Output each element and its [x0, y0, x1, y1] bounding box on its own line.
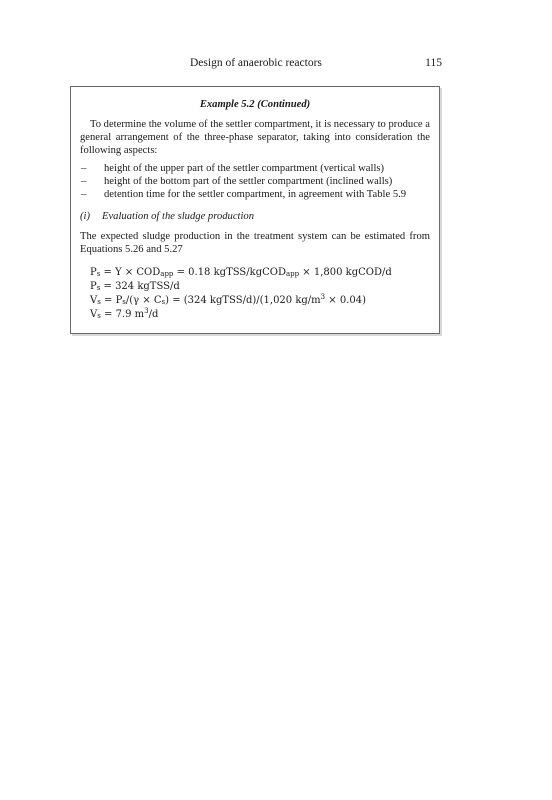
eq-text: = 7.9 m [100, 309, 145, 320]
eq-superscript: 3 [144, 307, 149, 315]
page-number: 115 [425, 57, 442, 69]
example-title-label: Example 5.2 [199, 99, 255, 110]
example-box [70, 86, 440, 334]
list-item-text: height of the upper part of the settler compartment (vertical walls) [104, 163, 385, 174]
section-number: (i) [80, 211, 90, 222]
eq-text: /(γ × C [125, 295, 162, 306]
list-item [80, 175, 430, 188]
eq-text: /d [148, 309, 159, 320]
eq-text: = P [100, 295, 123, 306]
eq-superscript: 3 [320, 293, 326, 301]
list-marker: – [81, 176, 87, 187]
eq-text: ) = (324 kgTSS/d)/(1,020 kg/m [165, 295, 321, 306]
eq-subscript: s [161, 298, 166, 306]
equations [90, 266, 392, 322]
list-marker: – [81, 189, 87, 200]
eq-subscript: s [122, 298, 126, 306]
eq-text: = 324 kgTSS/d [100, 281, 180, 292]
intro-paragraph: To determine the volume of the settler compartment, it is necessary to produce a general arrangement of the three-phase separator, taking into consideration the following aspects: [80, 119, 430, 156]
section-paragraph: The expected sludge production in the treatment system can be estimated from Equations 5.26 and 5.27 [80, 231, 430, 255]
eq-subscript: s [96, 284, 101, 292]
list-item [80, 162, 430, 175]
eq-subscript: s [97, 312, 101, 320]
example-title-suffix: (Continued) [257, 99, 311, 110]
page-header [70, 57, 442, 71]
eq-text: × 0.04) [325, 295, 367, 306]
eq-symbol: P [90, 267, 97, 278]
example-title [80, 98, 430, 111]
eq-text: = Y × COD [100, 267, 161, 278]
section-heading [80, 210, 254, 223]
eq-subscript: app [285, 270, 300, 278]
aspects-list [80, 162, 430, 201]
section-title: Evaluation of the sludge production [102, 211, 255, 222]
eq-symbol: V [90, 309, 98, 320]
eq-subscript: app [160, 270, 174, 278]
eq-text: = 0.18 kgTSS/kgCOD [173, 267, 286, 278]
eq-text: × 1,800 kgCOD/d [299, 267, 392, 278]
list-item [80, 188, 430, 201]
eq-symbol: P [90, 281, 97, 292]
list-item-text: height of the bottom part of the settler compartment (inclined walls) [104, 176, 393, 187]
eq-subscript: s [96, 270, 101, 278]
eq-symbol: V [90, 295, 98, 306]
equation-sludge-result [90, 280, 392, 294]
list-marker: – [81, 163, 87, 174]
list-item-text: detention time for the settler compartment, in agreement with Table 5.9 [104, 189, 407, 200]
equation-volume-result [90, 308, 392, 322]
eq-subscript: s [97, 298, 101, 306]
equation-sludge-volume [90, 294, 392, 308]
running-title: Design of anaerobic reactors [190, 57, 322, 69]
equation-sludge-production [90, 266, 392, 280]
